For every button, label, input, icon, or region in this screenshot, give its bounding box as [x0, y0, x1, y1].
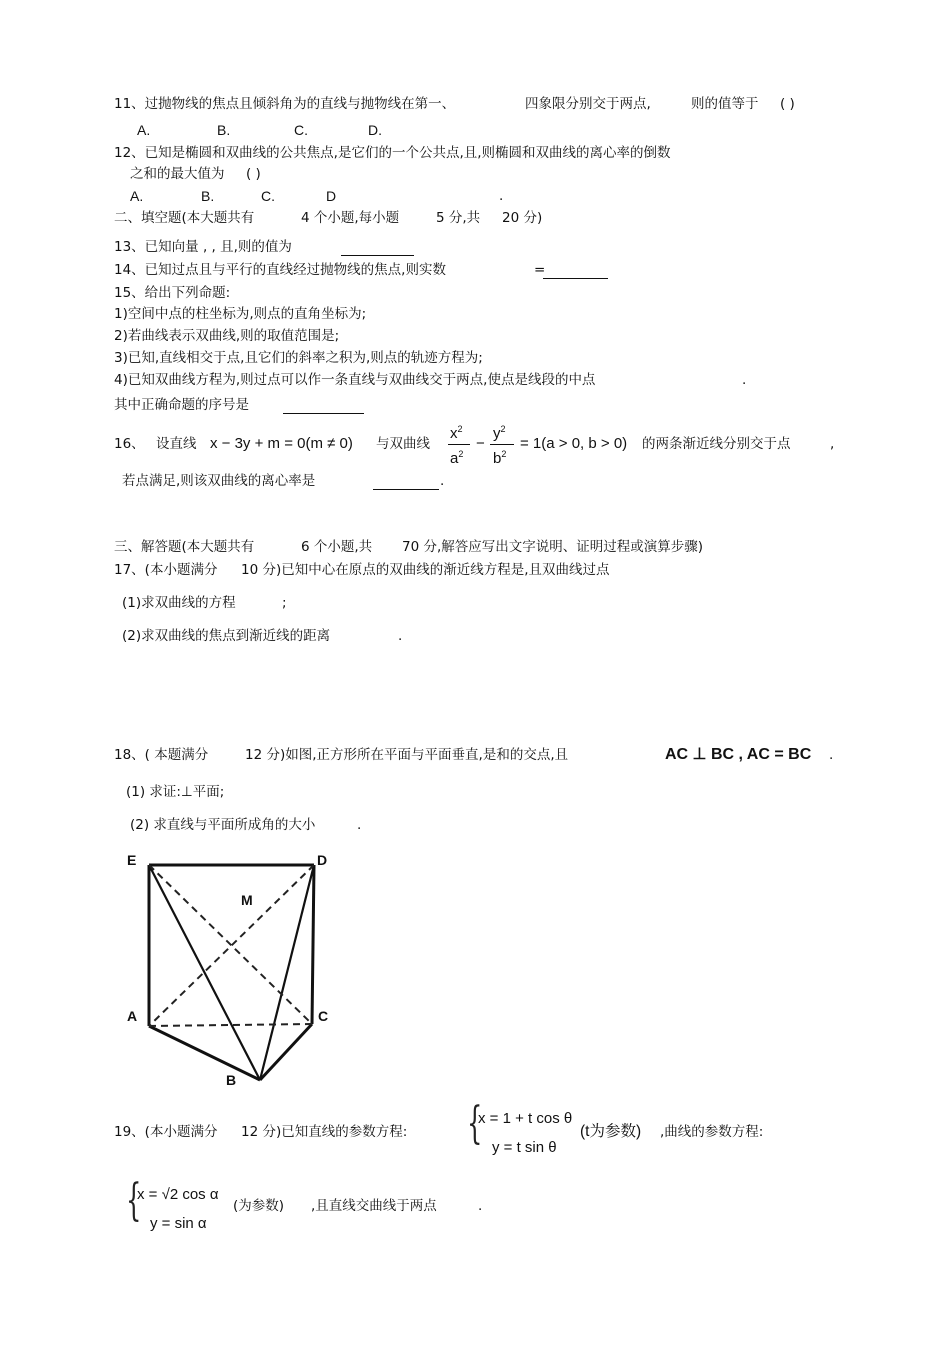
- q15-answer-label: 其中正确命题的序号是: [114, 397, 249, 413]
- q16-prefix: 16、: [114, 436, 145, 452]
- figure-label-b: B: [226, 1072, 237, 1088]
- section3-heading-b: 6 个小题,共: [301, 539, 373, 555]
- q19-line1a: 19、(本小题满分: [114, 1124, 218, 1140]
- q12-line2: 之和的最大值为: [130, 166, 225, 182]
- q15-answer-blank: [283, 401, 364, 414]
- q12-option-c: C.: [261, 188, 275, 204]
- q16-fraction-x2-a2: $x^2$ $a^2$: [446, 418, 472, 468]
- q16-denominator-b: b: [493, 450, 502, 467]
- q19-system1-param: (t为参数): [580, 1123, 642, 1140]
- section3-heading-a: 三、解答题(本大题共有: [114, 539, 255, 555]
- q11-option-a: A.: [137, 122, 151, 138]
- q15-item-3: 3)已知,直线相交于点,且它们的斜率之积为,则点的轨迹方程为;: [114, 350, 483, 366]
- q16-denominator-a: a: [450, 450, 459, 467]
- q16-minus: −: [476, 435, 485, 452]
- q19-text-after: ,曲线的参数方程:: [660, 1124, 764, 1140]
- q17-line1a: 17、(本小题满分: [114, 562, 218, 578]
- q19-system1-row1: x = 1 + t cos θ: [478, 1110, 573, 1127]
- q11-text: 11、过抛物线的焦点且倾斜角为的直线与抛物线在第一、: [114, 96, 456, 112]
- q12-option-b: B.: [201, 188, 215, 204]
- q19-system1-brace: {: [467, 1098, 483, 1149]
- q15-item-4-period: .: [742, 372, 747, 388]
- q19-system2-brace: {: [126, 1175, 142, 1226]
- edge-db: [260, 865, 314, 1080]
- q19-line1b: 12 分)已知直线的参数方程:: [241, 1124, 408, 1140]
- q17-sub1-end: ;: [282, 595, 287, 611]
- q16-text3: 的两条渐近线分别交于点: [642, 436, 791, 452]
- q15-item-4: 4)已知双曲线方程为,则过点可以作一条直线与双曲线交于两点,使点是线段的中点: [114, 372, 596, 388]
- q15-item-2: 2)若曲线表示双曲线,则的取值范围是;: [114, 328, 340, 344]
- q15-title: 15、给出下列命题:: [114, 285, 231, 301]
- q16-text1: 设直线: [156, 436, 197, 452]
- q17-line1b: 10 分)已知中心在原点的双曲线的渐近线方程是,且双曲线过点: [241, 562, 610, 578]
- q11-option-d: D.: [368, 122, 382, 138]
- q12-answer-paren: ( ): [246, 166, 261, 182]
- q18-line1b: 12 分)如图,正方形所在平面与平面垂直,是和的交点,且: [245, 747, 569, 763]
- q18-condition: AC ⊥ BC , AC = BC: [665, 746, 812, 763]
- q11-answer-paren: ( ): [780, 96, 795, 112]
- q14-text: 14、已知过点且与平行的直线经过抛物线的焦点,则实数: [114, 262, 446, 278]
- q17-sub1: (1)求双曲线的方程: [122, 595, 236, 611]
- q18-line1a: 18、( 本题满分: [114, 747, 209, 763]
- q18-sub2: (2) 求直线与平面所成角的大小: [130, 817, 316, 833]
- edge-ab: [149, 1026, 260, 1080]
- section2-heading-d: 20 分): [502, 210, 543, 226]
- q19-system2-row2: y = sin α: [150, 1215, 207, 1232]
- section2-heading-b: 4 个小题,每小题: [301, 210, 400, 226]
- q11-text2: 四象限分别交于两点,: [525, 96, 651, 112]
- q16-fraction-y2-b2: $y^2$ $b^2$: [488, 418, 516, 468]
- geometry-figure-svg: [115, 848, 345, 1093]
- q13-answer-blank: [341, 243, 414, 256]
- geometry-figure: [115, 848, 345, 1093]
- q16-text2: 与双曲线: [376, 436, 430, 452]
- q16-numerator-y: y: [493, 425, 501, 442]
- edge-ec-dashed: [149, 865, 312, 1024]
- q16-fraction-bar-1: [448, 444, 470, 445]
- figure-label-m: M: [241, 892, 253, 908]
- q19-system2-row1: x = √2 cos α: [137, 1186, 219, 1203]
- figure-label-c: C: [318, 1008, 329, 1024]
- figure-label-e: E: [127, 852, 137, 868]
- figure-label-d: D: [317, 852, 328, 868]
- q16-line2: 若点满足,则该双曲线的离心率是: [122, 473, 316, 489]
- section2-heading-c: 5 分,共: [436, 210, 481, 226]
- q11-option-c: C.: [294, 122, 308, 138]
- q16-period: .: [440, 473, 445, 489]
- q18-sub1: (1) 求证:⊥平面;: [126, 784, 225, 800]
- q16-numerator-x: x: [450, 425, 458, 442]
- q17-sub2: (2)求双曲线的焦点到渐近线的距离: [122, 628, 331, 644]
- q12-period: .: [499, 188, 504, 204]
- edge-dc: [312, 865, 314, 1024]
- q11-option-b: B.: [217, 122, 231, 138]
- q14-equals: =: [534, 262, 546, 278]
- q19-text-end: ,且直线交曲线于两点: [311, 1198, 437, 1214]
- q16-fraction-bar-2: [490, 444, 514, 445]
- q18-condition-period: .: [829, 747, 834, 763]
- q11-text3: 则的值等于: [691, 96, 759, 112]
- q17-sub2-end: .: [398, 628, 403, 644]
- q12-option-a: A.: [130, 188, 144, 204]
- q18-sub2-end: .: [357, 817, 362, 833]
- q13-text: 13、已知向量 , , 且,则的值为: [114, 239, 292, 255]
- q19-system2-param: (为参数): [233, 1198, 285, 1214]
- figure-label-a: A: [127, 1008, 138, 1024]
- q15-item-1: 1)空间中点的柱坐标为,则点的直角坐标为;: [114, 306, 367, 322]
- q12-line1: 12、已知是椭圆和双曲线的公共焦点,是它们的一个公共点,且,则椭圆和双曲线的离心率的倒数: [114, 145, 671, 161]
- q16-answer-blank: [373, 477, 439, 490]
- q19-system1-row2: y = t sin θ: [492, 1139, 557, 1156]
- q16-line-equation: x − 3y + m = 0(m ≠ 0): [210, 435, 353, 452]
- q12-option-d: D: [326, 188, 337, 204]
- section3-heading-c: 70 分,解答应写出文字说明、证明过程或演算步骤): [402, 539, 704, 555]
- q16-rhs: = 1(a > 0, b > 0): [520, 435, 628, 452]
- q19-period: .: [478, 1198, 483, 1214]
- q16-comma: ,: [830, 436, 835, 452]
- section2-heading-a: 二、填空题(本大题共有: [114, 210, 255, 226]
- q14-answer-blank: [543, 266, 608, 279]
